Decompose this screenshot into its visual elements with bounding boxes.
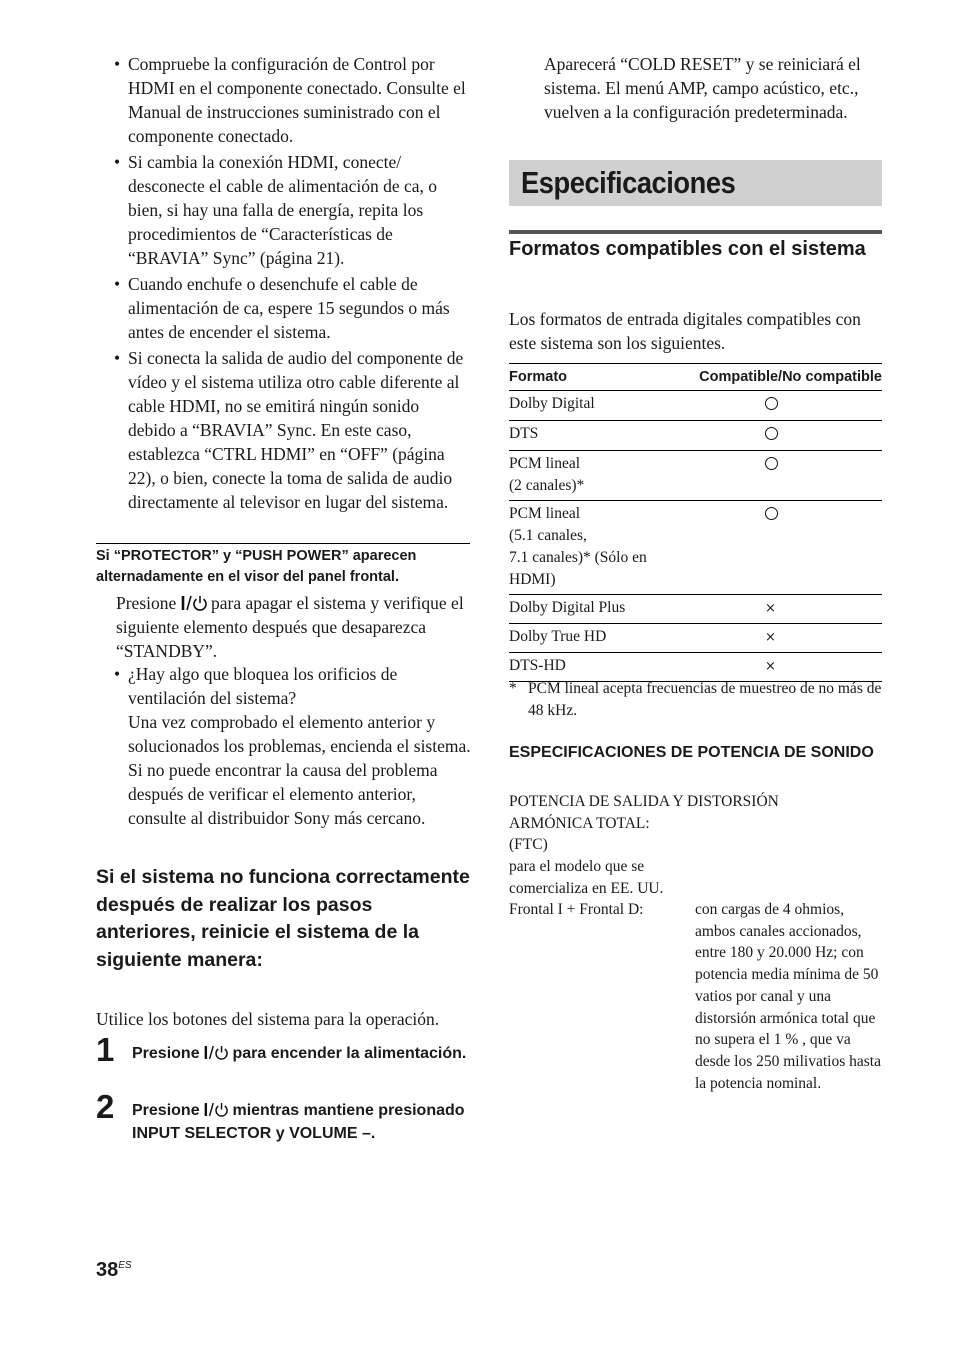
format-cell xyxy=(509,451,669,501)
format-line: DTS-HD xyxy=(509,657,566,674)
list-item: • Si cambia la conexión HDMI, conecte/ desconecte el cable de alimentación de ca, o bien, si hay una falla de energía, repita los procedimientos de “Características de “BRAVIA” Sync” (página 21). xyxy=(114,150,470,270)
reset-note: Utilice los botones del sistema para la operación. xyxy=(96,1009,440,1029)
power-heading: ESPECIFICACIONES DE POTENCIA DE SONIDO xyxy=(509,744,874,761)
format-line: DTS xyxy=(509,425,539,442)
list-item: • ¿Hay algo que bloquea los orificios de ventilación del sistema? xyxy=(114,662,470,710)
formats-table xyxy=(509,363,882,682)
power-spec-lines xyxy=(509,791,882,900)
compatible-circle-icon xyxy=(765,427,778,440)
format-line: (2 canales)* xyxy=(509,477,585,494)
step-text xyxy=(132,1099,472,1145)
step-text-pre: Presione xyxy=(132,1102,205,1119)
page-number-value: 38 xyxy=(96,1259,119,1281)
list-item: • Si conecta la salida de audio del componente de vídeo y el sistema utiliza otro cable diferente al cable HDMI, no se emitirá ningún sonido debido a “BRAVIA” Sync. En este caso, establezca “CTRL HDMI” en “OFF” (página 22), o bien, conecte la toma de salida de audio directamente al televisor en lugar del sistema. xyxy=(114,346,470,514)
format-line: HDMI) xyxy=(509,571,556,588)
footnote-mark: * xyxy=(509,680,517,697)
format-line: Dolby Digital xyxy=(509,395,595,412)
reset-heading: Si el sistema no funciona correctamente después de realizar los pasos anteriores, reinicie el sistema de la siguiente manera: xyxy=(96,866,470,971)
spec-line: comercializa en EE. UU. xyxy=(509,879,664,897)
spec-line: para el modelo que se xyxy=(509,858,645,876)
list-item: • Cuando enchufe o desenchufe el cable de alimentación de ca, espere 15 segundos o más antes de encender el sistema. xyxy=(114,272,470,344)
ventilation-list xyxy=(114,662,470,712)
not-compatible-cross-icon: × xyxy=(765,659,776,674)
power-spec-value: con cargas de 4 ohmios, ambos canales accionados, entre 180 y 20.000 Hz; con potencia media mínima de 50 vatios por canal y una distorsión armónica total que no supera el 1 % , que va desde los 250 milivatios hasta la potencia nominal. xyxy=(695,901,881,1092)
protector-body-pre: Presione xyxy=(116,593,181,613)
footnote-text: PCM lineal acepta frecuencias de muestreo de no más de 48 kHz. xyxy=(528,680,882,719)
compatibility-cell xyxy=(669,421,882,451)
cold-reset-text: Aparecerá “COLD RESET” y se reiniciará el sistema. El menú AMP, campo acústico, etc., vuelven a la configuración predeterminada. xyxy=(544,54,861,122)
section-title-box xyxy=(509,160,882,206)
power-icon xyxy=(204,1102,228,1117)
format-line: PCM lineal xyxy=(509,455,581,472)
table-row xyxy=(509,501,882,595)
compatible-circle-icon xyxy=(765,397,778,410)
compatible-circle-icon xyxy=(765,507,778,520)
table-row xyxy=(509,624,882,653)
format-cell xyxy=(509,391,669,421)
table-row xyxy=(509,595,882,624)
format-cell xyxy=(509,624,669,653)
spec-line: ARMÓNICA TOTAL: xyxy=(509,814,650,832)
list-item: • Compruebe la configuración de Control por HDMI en el componente conectado. Consulte el Manual de instrucciones suministrado con el componente conectado. xyxy=(114,52,470,148)
page-number xyxy=(96,1259,132,1282)
subsection-title: Formatos compatibles con el sistema xyxy=(509,238,866,260)
format-line: PCM lineal xyxy=(509,505,581,522)
table-header-row xyxy=(509,364,882,391)
step-text-post: mientras mantiene presionado INPUT SELECTOR y VOLUME –. xyxy=(132,1102,465,1142)
power-icon xyxy=(204,1045,228,1060)
page-language-suffix: ES xyxy=(118,1260,132,1271)
not-compatible-cross-icon: × xyxy=(765,601,776,616)
column-header-format: Formato xyxy=(509,364,669,391)
divider xyxy=(509,230,882,234)
format-cell xyxy=(509,595,669,624)
spec-line: POTENCIA DE SALIDA Y DISTORSIÓN xyxy=(509,793,779,810)
table-row xyxy=(509,421,882,451)
compatible-circle-icon xyxy=(765,457,778,470)
ventilation-paragraph: Una vez comprobado el elemento anterior y solucionados los problemas, encienda el sistema. Si no puede encontrar la causa del problema después de verificar el elemento anterior, consulte al distribuidor Sony más cercano. xyxy=(128,712,471,828)
format-line: Dolby Digital Plus xyxy=(509,599,626,616)
table-row xyxy=(509,391,882,421)
step-text-pre: Presione xyxy=(132,1045,205,1062)
protector-heading: Si “PROTECTOR” y “PUSH POWER” aparecen alternadamente en el visor del panel frontal. xyxy=(96,548,417,585)
power-icon xyxy=(181,595,207,611)
formats-intro: Los formatos de entrada digitales compatibles con este sistema son los siguientes. xyxy=(509,309,861,353)
protector-body xyxy=(116,591,470,663)
step-number: 1 xyxy=(96,1031,115,1068)
format-line: (5.1 canales, xyxy=(509,527,587,544)
section-title: Especificaciones xyxy=(521,165,736,200)
format-line: Dolby True HD xyxy=(509,628,607,645)
compatibility-cell xyxy=(669,501,882,595)
step-text-post: para encender la alimentación. xyxy=(228,1045,467,1062)
spec-line: (FTC) xyxy=(509,836,548,854)
step-number: 2 xyxy=(96,1088,115,1125)
compatibility-cell xyxy=(669,391,882,421)
format-cell xyxy=(509,421,669,451)
compatibility-cell xyxy=(669,595,882,624)
hdmi-check-list xyxy=(114,52,470,516)
compatibility-cell xyxy=(669,624,882,653)
format-cell xyxy=(509,501,669,595)
divider xyxy=(96,543,470,544)
column-header-compatible: Compatible/No compatible xyxy=(669,364,882,391)
table-row xyxy=(509,451,882,501)
protector-body-post: para apagar el sistema y verifique el siguiente elemento después que desaparezca “STANDBY”. xyxy=(116,593,464,661)
step-text xyxy=(132,1042,472,1065)
format-line: 7.1 canales)* (Sólo en xyxy=(509,549,647,566)
compatibility-cell xyxy=(669,451,882,501)
power-spec-label: Frontal I + Frontal D: xyxy=(509,901,644,918)
not-compatible-cross-icon: × xyxy=(765,630,776,645)
